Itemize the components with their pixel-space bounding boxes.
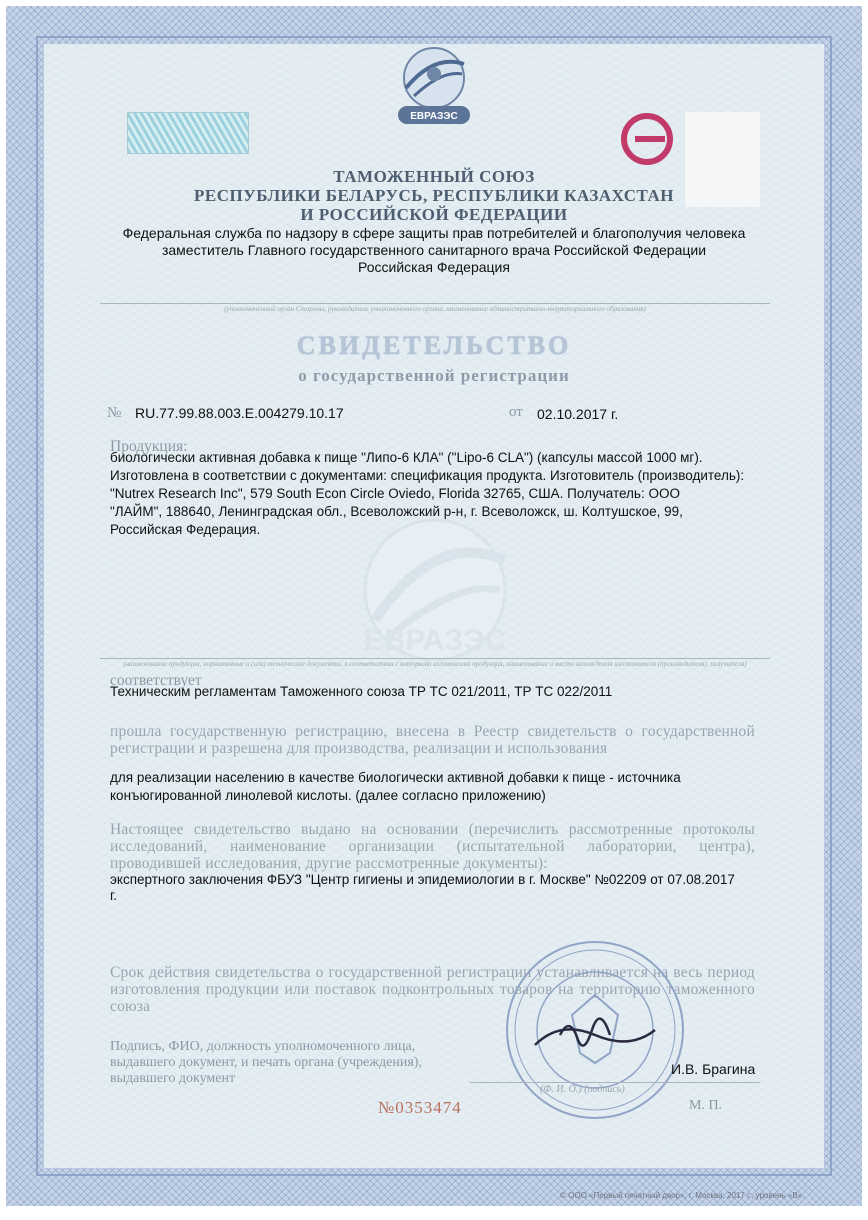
- eurasec-emblem: [384, 44, 484, 130]
- product-line-4: "ЛАЙМ", 188640, Ленинградская обл., Всеволожский р-н, г. Всеволожск, ш. Колтушское, 99,: [110, 504, 683, 519]
- number-label: №: [107, 405, 122, 421]
- sgr-mark-icon: [607, 110, 687, 168]
- signature-rule: [470, 1082, 760, 1083]
- authority-line-1: Федеральная служба по надзору в сфере защиты прав потребителей и благополучия человека: [122, 225, 746, 241]
- certificate-subtitle: о государственной регистрации: [298, 366, 570, 385]
- product-rule: [100, 658, 770, 659]
- conformity-text: Техническим регламентам Таможенного союза ТР ТС 021/2011, ТР ТС 022/2011: [110, 684, 613, 699]
- signature-label-3: выдавшего документ: [110, 1071, 236, 1086]
- product-line-2: Изготовлена в соответствии с документами: спецификация продукта. Изготовитель (производитель):: [110, 468, 745, 483]
- registration-date: 02.10.2017 г.: [537, 406, 619, 422]
- official-seal-icon: [500, 935, 690, 1125]
- date-label: от: [509, 404, 523, 420]
- usage-line-1: для реализации населению в качестве биологически активной добавки к пище - источника: [110, 770, 681, 785]
- eurasec-watermark: [285, 510, 585, 710]
- conformity-label: соответствует: [110, 672, 202, 689]
- watermark-label: ЕВРАЗЭС: [363, 624, 507, 657]
- product-line-5: Российская Федерация.: [110, 522, 261, 537]
- validity-statement: Срок действия свидетельства о государственной регистрации устанавливается на весь период изготовления продукции или поставок подконтрольных товаров на территорию таможенного союза: [110, 964, 755, 1015]
- emblem-label: ЕВРАЗЭС: [410, 111, 458, 122]
- product-caption: (наименование продукции, нормативные и (или) технические документы, в соответствии с которыми изготовлена продукция, наименование и место нахождения изготовителя (производителя), получателя): [123, 660, 747, 668]
- certificate-title: СВИДЕТЕЛЬСТВО: [296, 331, 572, 360]
- hologram-strip: [127, 112, 249, 154]
- authority-line-3: Российская Федерация: [358, 259, 510, 275]
- form-number: №0353474: [378, 1098, 462, 1117]
- signature-label-2: выдавшего документ, и печать органа (учреждения),: [110, 1055, 422, 1070]
- product-label: Продукция:: [110, 438, 188, 455]
- usage-line-2: конъюгированной линолевой кислоты. (далее согласно приложению): [110, 788, 546, 803]
- product-line-1: биологически активная добавка к пище "Липо-6 КЛА" ("Lipo-6 CLA") (капсулы массой 1000 мг).: [110, 450, 703, 465]
- basis-statement: Настоящее свидетельство выдано на основании (перечислить рассмотренные протоколы исследований, наименование организации (испытательной лаборатории, центра), проводившей исследования, другие рассмотренные документы):: [110, 821, 755, 872]
- union-title-line-1: ТАМОЖЕННЫЙ СОЮЗ: [333, 167, 535, 186]
- registration-statement: прошла государственную регистрацию, внесена в Реестр свидетельств о государственной регистрации и разрешена для производства, реализации и использования: [110, 723, 755, 757]
- authority-line-2: заместитель Главного государственного санитарного врача Российской Федерации: [161, 242, 707, 258]
- printer-footer: © ООО «Первый печатный двор», г. Москва, 2017 г., уровень «В».: [560, 1191, 805, 1200]
- basis-line-2: г.: [110, 888, 118, 903]
- signature-caption: (Ф. И. О.) (подпись): [540, 1084, 625, 1095]
- signature-label-1: Подпись, ФИО, должность уполномоченного лица,: [110, 1039, 416, 1054]
- basis-line-1: экспертного заключения ФБУЗ "Центр гигиены и эпидемиологии в г. Москве" №02209 от 07.08.2017: [110, 872, 735, 887]
- product-line-3: "Nutrex Research Inc", 579 South Econ Circle Oviedo, Florida 32765, США. Получатель: ООО: [110, 486, 680, 501]
- union-title-line-2: РЕСПУБЛИКИ БЕЛАРУСЬ, РЕСПУБЛИКИ КАЗАХСТАН: [194, 186, 674, 205]
- union-title-line-3: И РОССИЙСКОЙ ФЕДЕРАЦИИ: [300, 205, 568, 224]
- signatory-name: И.В. Брагина: [671, 1061, 756, 1077]
- authority-rule: [100, 303, 770, 304]
- stamp-label: М. П.: [689, 1098, 723, 1113]
- registration-number: RU.77.99.88.003.Е.004279.10.17: [135, 405, 344, 421]
- authority-caption: (уполномоченный орган Стороны, руководитель уполномоченного органа, наименование административно-территориального образования): [224, 305, 646, 313]
